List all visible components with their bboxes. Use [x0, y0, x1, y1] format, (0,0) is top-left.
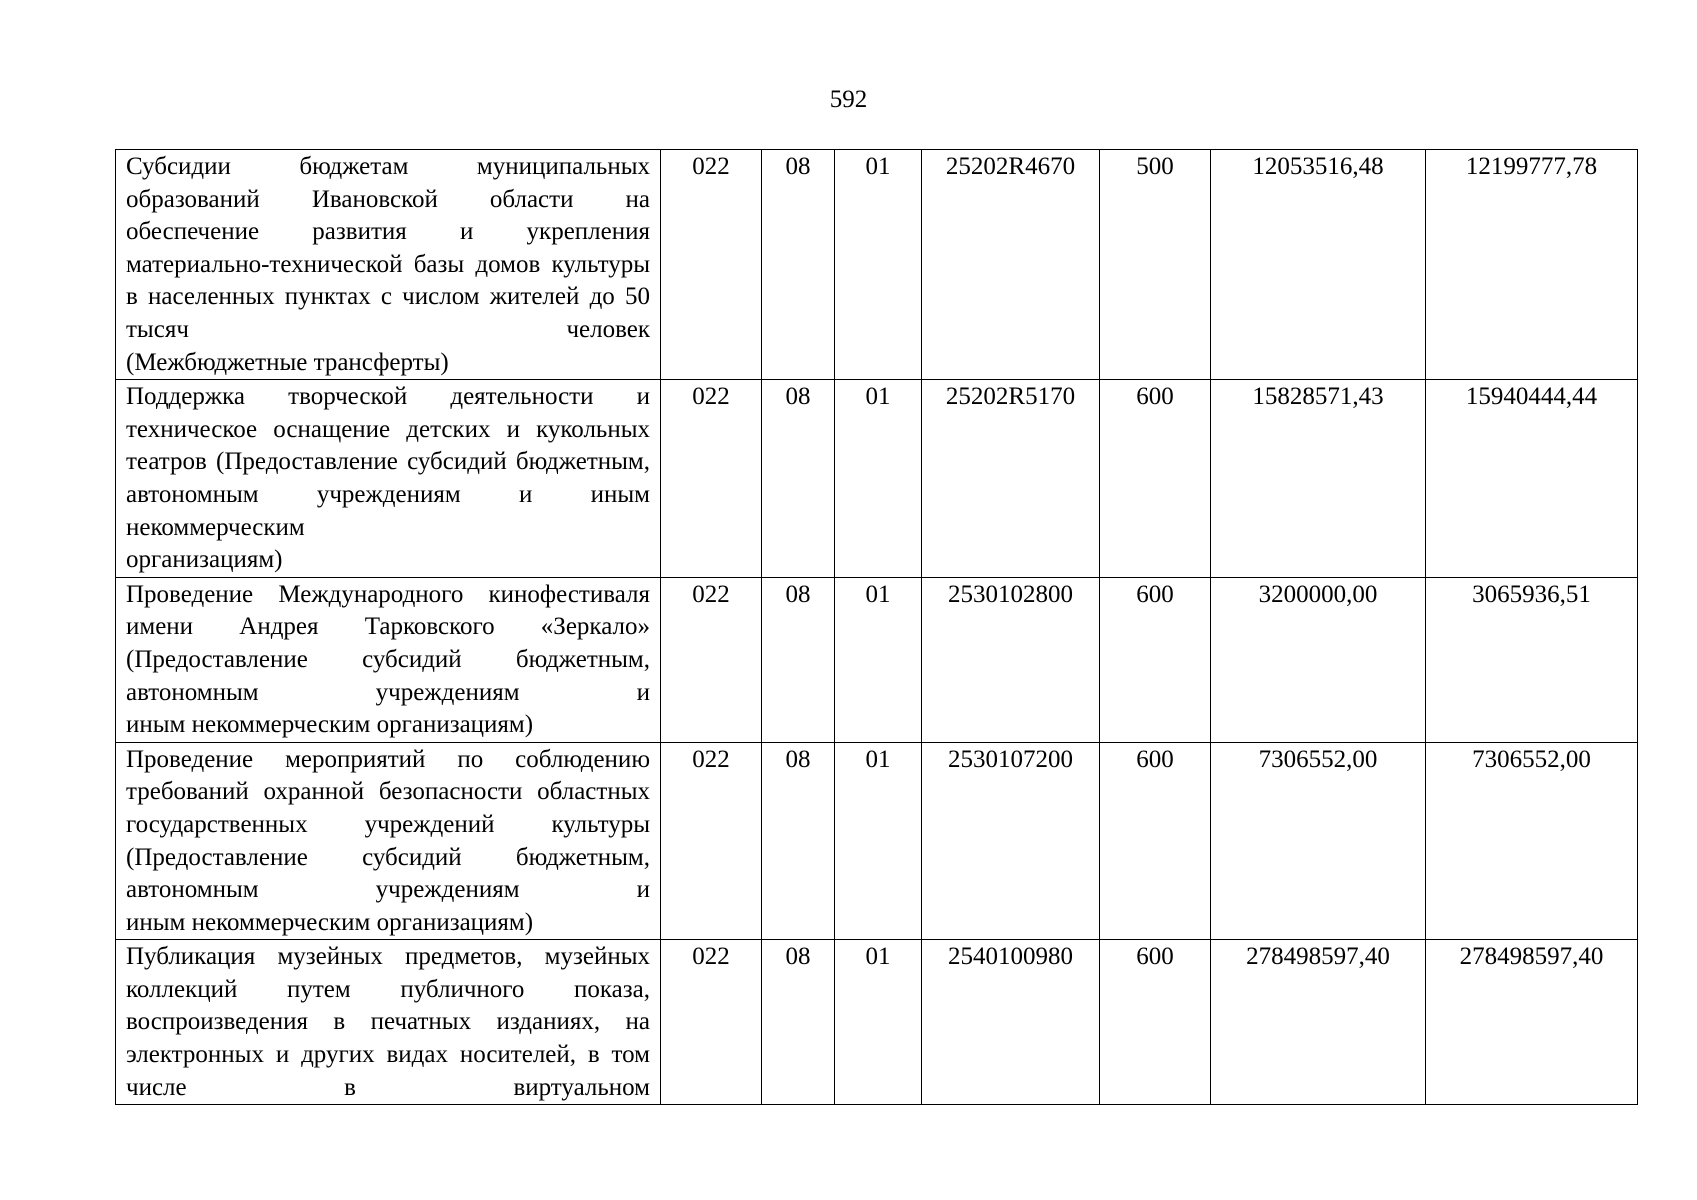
page-number: 592 [829, 86, 868, 113]
cell-rz: 08 [762, 380, 835, 578]
row-description [116, 150, 661, 380]
cell-pr: 01 [835, 940, 922, 1105]
cell-sum-1: 278498597,40 [1211, 940, 1426, 1105]
description-text: Субсидии бюджетам муниципальных образований Ивановской области на обеспечение развития и укрепления материально-технической базы домов культуры в населенных пунктах с числом жителей до 50 тысяч человек [126, 153, 650, 343]
cell-sum-2: 12199777,78 [1426, 150, 1638, 380]
cell-vr: 600 [1100, 940, 1211, 1105]
table-row [116, 577, 1638, 742]
description-text: Проведение Международного кинофестиваля имени Андрея Тарковского «Зеркало» (Предоставление субсидий бюджетным, автономным учреждениям и [126, 580, 650, 706]
cell-rz: 08 [762, 150, 835, 380]
description-text-end: иным некоммерческим организациям) [126, 908, 534, 936]
cell-vr: 600 [1100, 380, 1211, 578]
cell-csr: 2530102800 [922, 577, 1100, 742]
description-text: Публикация музейных предметов, музейных коллекций путем публичного показа, воспроизведения в печатных изданиях, на электронных и других видах носителей, в том числе в виртуальном [126, 943, 650, 1101]
description-text: Поддержка творческой деятельности и техническое оснащение детских и кукольных театров (Предоставление субсидий бюджетным, автономным учреждениям и иным некоммерческим [126, 383, 650, 541]
table-row [116, 742, 1638, 940]
cell-csr: 2530107200 [922, 742, 1100, 940]
cell-gr: 022 [661, 940, 762, 1105]
row-description [116, 940, 661, 1105]
cell-vr: 600 [1100, 577, 1211, 742]
cell-sum-1: 7306552,00 [1211, 742, 1426, 940]
table-body [116, 150, 1638, 1105]
cell-sum-2: 7306552,00 [1426, 742, 1638, 940]
cell-rz: 08 [762, 742, 835, 940]
table-row [116, 150, 1638, 380]
cell-csr: 25202R4670 [922, 150, 1100, 380]
cell-gr: 022 [661, 150, 762, 380]
cell-gr: 022 [661, 380, 762, 578]
row-description [116, 577, 661, 742]
cell-rz: 08 [762, 577, 835, 742]
cell-pr: 01 [835, 577, 922, 742]
cell-sum-1: 12053516,48 [1211, 150, 1426, 380]
description-text-end: организациям) [126, 546, 283, 574]
cell-sum-2: 3065936,51 [1426, 577, 1638, 742]
cell-gr: 022 [661, 742, 762, 940]
cell-pr: 01 [835, 150, 922, 380]
cell-sum-2: 15940444,44 [1426, 380, 1638, 578]
cell-csr: 2540100980 [922, 940, 1100, 1105]
table-row [116, 940, 1638, 1105]
cell-sum-2: 278498597,40 [1426, 940, 1638, 1105]
cell-sum-1: 15828571,43 [1211, 380, 1426, 578]
cell-pr: 01 [835, 742, 922, 940]
description-text: Проведение мероприятий по соблюдению требований охранной безопасности областных государственных учреждений культуры (Предоставление субсидий бюджетным, автономным учреждениям и [126, 745, 650, 904]
cell-rz: 08 [762, 940, 835, 1105]
cell-pr: 01 [835, 380, 922, 578]
description-text-end: (Межбюджетные трансферты) [126, 348, 449, 376]
cell-vr: 500 [1100, 150, 1211, 380]
cell-csr: 25202R5170 [922, 380, 1100, 578]
row-description [116, 380, 661, 578]
cell-gr: 022 [661, 577, 762, 742]
cell-sum-1: 3200000,00 [1211, 577, 1426, 742]
description-text-end: иным некоммерческим организациям) [126, 711, 534, 739]
row-description [116, 742, 661, 940]
budget-table [115, 149, 1638, 1105]
cell-vr: 600 [1100, 742, 1211, 940]
table-row [116, 380, 1638, 578]
